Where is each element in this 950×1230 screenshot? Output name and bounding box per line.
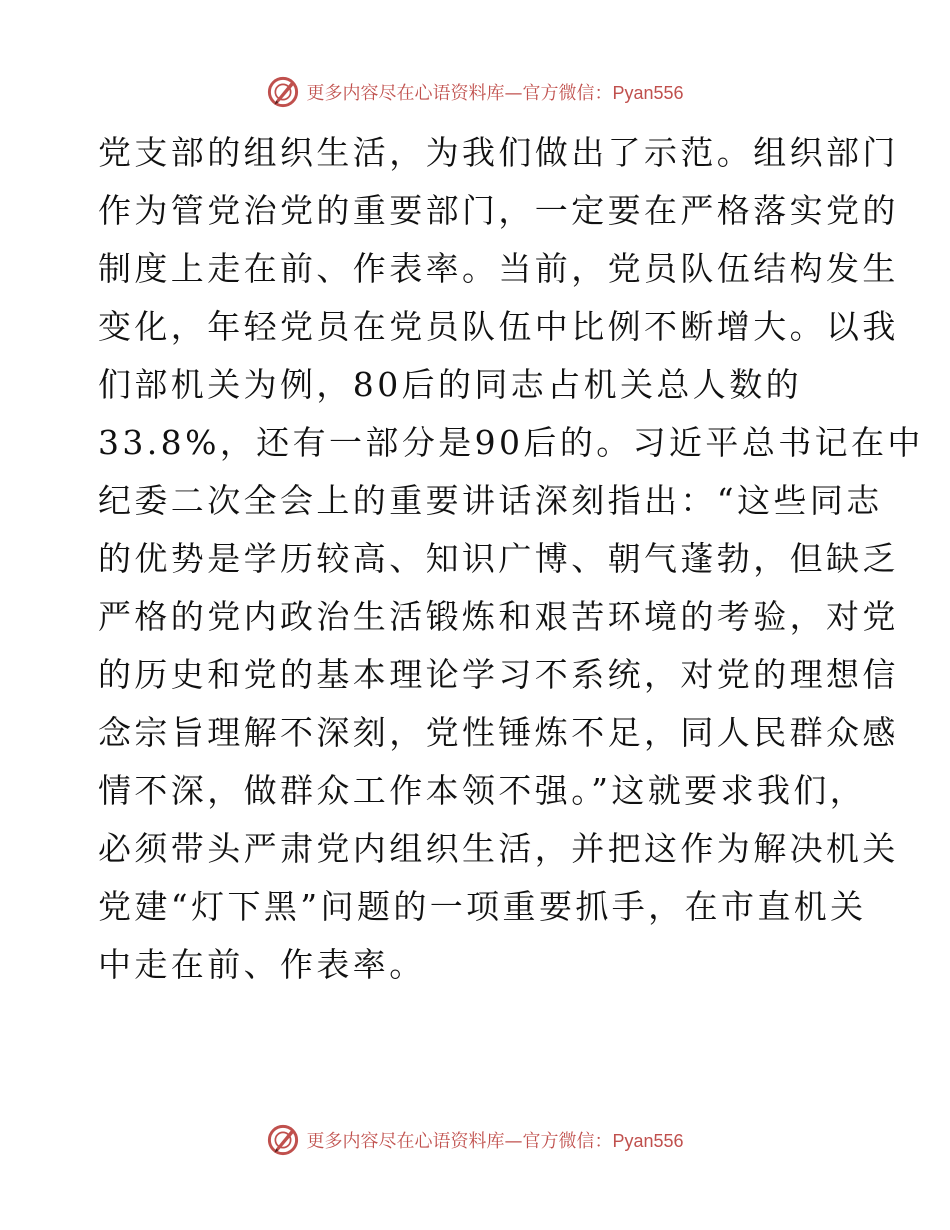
pen-logo-icon [266, 1123, 300, 1157]
body-line: 制度上走在前、作表率。当前，党员队伍结构发生 [98, 249, 899, 288]
body-line: 变化，年轻党员在党员队伍中比例不断增大。以我 [98, 307, 899, 346]
body-line: 的优势是学历较高、知识广博、朝气蓬勃，但缺乏 [98, 539, 899, 578]
body-line: 作为管党治党的重要部门，一定要在严格落实党的 [98, 191, 899, 230]
header-banner [0, 72, 950, 112]
footer-wechat-label: 官方微信： [522, 1131, 613, 1152]
pen-logo-icon [266, 75, 300, 109]
body-line: 们部机关为例，80后的同志占机关总人数的 [98, 365, 802, 404]
document-body [98, 124, 924, 994]
header-banner-text [306, 79, 683, 105]
body-line: 念宗旨理解不深刻，党性锤炼不足，同人民群众感 [98, 713, 899, 752]
body-line: 严格的党内政治生活锻炼和艰苦环境的考验，对党 [98, 597, 899, 636]
footer-wechat-id: Pyan556 [612, 1131, 684, 1151]
footer-banner [0, 1120, 950, 1160]
header-wechat-label: 官方微信： [522, 83, 613, 104]
body-line: 中走在前、作表率。 [98, 945, 426, 984]
body-line: 党支部的组织生活，为我们做出了示范。组织部门 [98, 133, 899, 172]
header-banner-slogan: 更多内容尽在心语资料库 [306, 83, 505, 104]
header-wechat-id: Pyan556 [612, 83, 684, 103]
body-line: 必须带头严肃党内组织生活，并把这作为解决机关 [98, 829, 899, 868]
body-line: 33.8%，还有一部分是90后的。习近平总书记在中 [98, 423, 924, 462]
body-line: 的历史和党的基本理论学习不系统，对党的理想信 [98, 655, 899, 694]
footer-banner-dash: — [504, 1131, 523, 1152]
footer-banner-text [306, 1127, 683, 1153]
body-line: 党建“灯下黑”问题的一项重要抓手，在市直机关 [98, 887, 867, 926]
header-banner-dash: — [504, 83, 523, 104]
footer-banner-slogan: 更多内容尽在心语资料库 [306, 1131, 505, 1152]
body-line: 纪委二次全会上的重要讲话深刻指出：“这些同志 [98, 481, 883, 520]
body-line: 情不深，做群众工作本领不强。”这就要求我们， [98, 771, 867, 810]
